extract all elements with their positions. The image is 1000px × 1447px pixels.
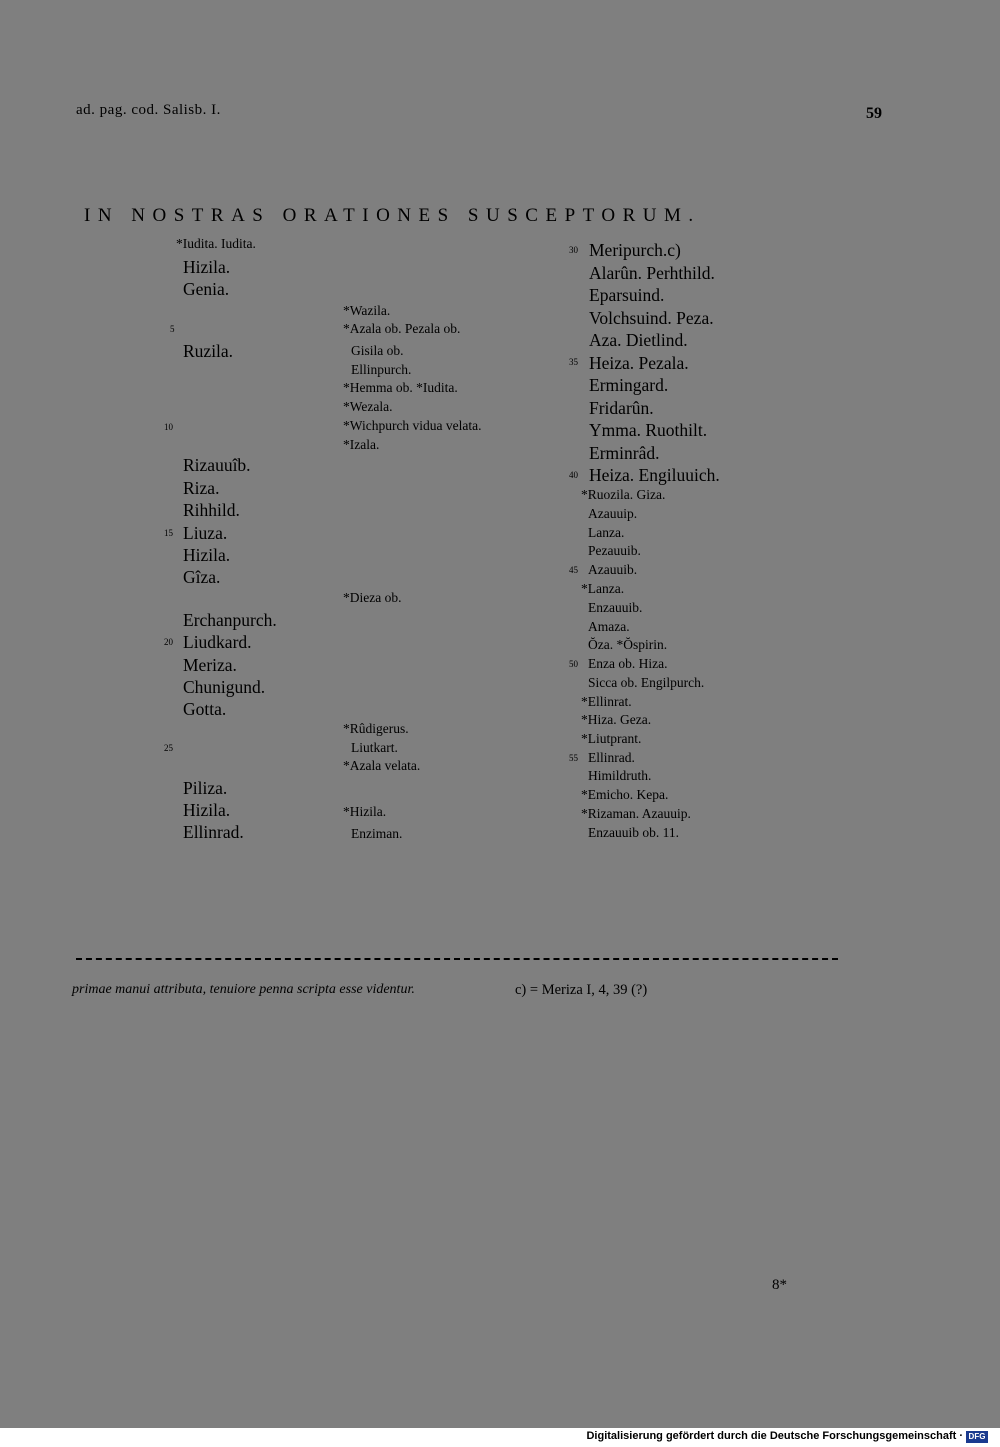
line-number: 15 xyxy=(164,528,173,538)
credit-bar xyxy=(0,1428,1000,1447)
credit-text: Digitalisierung gefördert durch die Deutsche Forschungsgemeinschaft · xyxy=(586,1430,963,1442)
list-item: Azauuib. xyxy=(588,562,638,577)
list-item: Aza. Dietlind. xyxy=(589,330,688,350)
list-item: Liutkart. xyxy=(351,740,398,755)
list-item: Ruzila. xyxy=(183,341,234,361)
list-item: Hizila. xyxy=(183,545,231,565)
list-item: Piliza. xyxy=(183,778,228,798)
line-number: 50 xyxy=(569,659,578,669)
list-item: Hizila. xyxy=(183,800,231,820)
list-item: Liudkard. xyxy=(183,632,252,652)
list-item: Eparsuind. xyxy=(589,285,665,305)
list-item: Gotta. xyxy=(183,699,227,719)
running-header: ad. pag. cod. Salisb. I. xyxy=(76,102,221,118)
list-item: *Liutprant. xyxy=(581,731,642,746)
list-item: *Izala. xyxy=(343,437,380,452)
list-item: Ellinrad. xyxy=(183,822,244,842)
list-item: *Ruozila. Giza. xyxy=(581,487,666,502)
list-item: Himildruth. xyxy=(588,768,652,783)
line-number: 25 xyxy=(164,743,173,753)
footnote-text: primae manui attributa, tenuiore penna scripta esse videntur. xyxy=(72,982,415,997)
list-item: *Hizila. xyxy=(343,804,387,819)
list-item: Chunigund. xyxy=(183,677,266,697)
list-item: Rihhild. xyxy=(183,500,240,520)
list-item: Ymma. Ruothilt. xyxy=(589,420,708,440)
list-item: Amaza. xyxy=(588,619,630,634)
list-item: Sicca ob. Engilpurch. xyxy=(588,675,705,690)
list-item: Rizauuîb. xyxy=(183,455,251,475)
list-item: *Hemma ob. *Iudita. xyxy=(343,380,458,395)
line-number: 30 xyxy=(569,245,578,255)
list-item: Ellinpurch. xyxy=(351,362,412,377)
list-item: *Hiza. Geza. xyxy=(581,712,652,727)
list-item: *Ellinrat. xyxy=(581,694,632,709)
list-item: Meripurch.c) xyxy=(589,240,681,260)
list-item: Azauuip. xyxy=(588,506,638,521)
list-item: *Wichpurch vidua velata. xyxy=(343,418,482,433)
list-item: Heiza. Engiluuich. xyxy=(589,465,720,485)
list-item: Ermingard. xyxy=(589,375,669,395)
list-item: *Rûdigerus. xyxy=(343,721,409,736)
list-item: Gîza. xyxy=(183,567,221,587)
list-item: Lanza. xyxy=(588,525,625,540)
footnote-divider xyxy=(76,958,838,960)
signature-mark: 8* xyxy=(772,1277,787,1293)
list-item: *Wezala. xyxy=(343,399,393,414)
list-item: Ŏza. *Ŏspirin. xyxy=(588,637,668,652)
list-item: *Wazila. xyxy=(343,303,391,318)
page-number: 59 xyxy=(866,105,882,122)
line-number: 40 xyxy=(569,470,578,480)
list-item: Enzauuib ob. 11. xyxy=(588,825,679,840)
list-item: *Azala ob. Pezala ob. xyxy=(343,321,461,336)
list-item: *Azala velata. xyxy=(343,758,421,773)
list-item: Enziman. xyxy=(351,826,403,841)
list-item: Gisila ob. xyxy=(351,343,404,358)
list-item: *Iudita. Iudita. xyxy=(176,236,256,251)
list-item: Enza ob. Hiza. xyxy=(588,656,668,671)
page-title: IN NOSTRAS ORATIONES SUSCEPTORUM. xyxy=(84,205,701,226)
list-item: *Lanza. xyxy=(581,581,625,596)
line-number: 35 xyxy=(569,357,578,367)
footnote-reference: c) = Meriza I, 4, 39 (?) xyxy=(515,982,648,998)
dfg-logo-icon: DFG xyxy=(966,1431,988,1443)
list-item: Enzauuib. xyxy=(588,600,643,615)
list-item: Meriza. xyxy=(183,655,237,675)
list-item: Genia. xyxy=(183,279,230,299)
line-number: 5 xyxy=(170,324,175,334)
list-item: Alarûn. Perhthild. xyxy=(589,263,715,283)
list-item: *Emicho. Kepa. xyxy=(581,787,669,802)
list-item: Pezauuib. xyxy=(588,543,641,558)
list-item: Heiza. Pezala. xyxy=(589,353,689,373)
list-item: Erchanpurch. xyxy=(183,610,277,630)
line-number: 55 xyxy=(569,753,578,763)
list-item: Erminrâd. xyxy=(589,443,660,463)
line-number: 20 xyxy=(164,637,173,647)
list-item: *Rizaman. Azauuip. xyxy=(581,806,691,821)
list-item: *Dieza ob. xyxy=(343,590,402,605)
line-number: 45 xyxy=(569,565,578,575)
list-item: Riza. xyxy=(183,478,220,498)
list-item: Fridarûn. xyxy=(589,398,654,418)
list-item: Volchsuind. Peza. xyxy=(589,308,714,328)
list-item: Hizila. xyxy=(183,257,231,277)
list-item: Ellinrad. xyxy=(588,750,635,765)
line-number: 10 xyxy=(164,422,173,432)
list-item: Liuza. xyxy=(183,523,228,543)
